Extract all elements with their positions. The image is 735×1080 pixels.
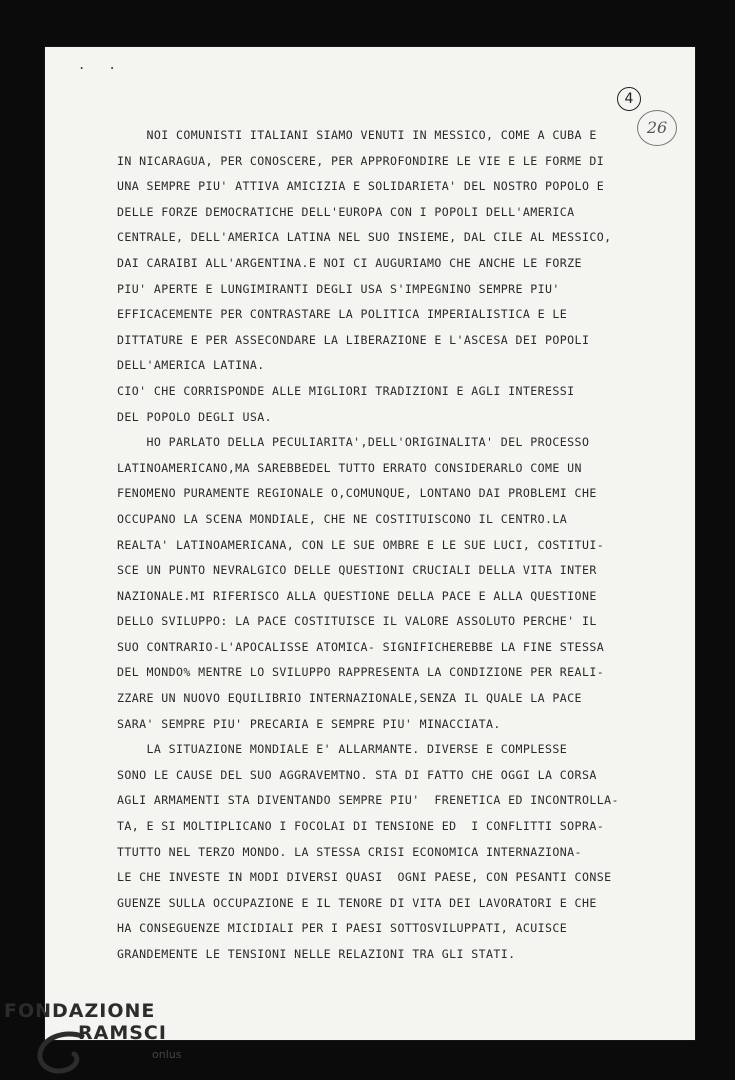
text-line: DELL'AMERICA LATINA. [117,358,265,373]
text-line: SARA' SEMPRE PIU' PRECARIA E SEMPRE PIU' MINACCIATA. [117,716,501,731]
text-line: LA SITUAZIONE MONDIALE E' ALLARMANTE. DIVERSE E COMPLESSE [117,742,568,757]
text-line: EFFICACEMENTE PER CONTRASTARE LA POLITICA IMPERIALISTICA E LE [117,307,568,322]
text-line: SCE UN PUNTO NEVRALGICO DELLE QUESTIONI CRUCIALI DELLA VITA INTER [117,563,597,578]
text-line: CIO' CHE CORRISPONDE ALLE MIGLIORI TRADIZIONI E AGLI INTERESSI [117,383,575,398]
text-line: IN NICARAGUA, PER CONOSCERE, PER APPROFONDIRE LE VIE E LE FORME DI [117,153,605,168]
text-line: SUO CONTRARIO-L'APOCALISSE ATOMICA- SIGNIFICHEREBBE LA FINE STESSA [117,639,605,654]
text-line: NAZIONALE.MI RIFERISCO ALLA QUESTIONE DELLA PACE E ALLA QUESTIONE [117,588,597,603]
text-line: SONO LE CAUSE DEL SUO AGGRAVEMTNO. STA DI FATTO CHE OGGI LA CORSA [117,767,597,782]
text-line: TTUTTO NEL TERZO MONDO. LA STESSA CRISI ECONOMICA INTERNAZIONA- [117,844,582,859]
text-line: TA, E SI MOLTIPLICANO I FOCOLAI DI TENSIONE ED I CONFLITTI SOPRA- [117,819,605,834]
text-line: DITTATURE E PER ASSECONDARE LA LIBERAZIONE E L'ASCESA DEI POPOLI [117,332,590,347]
text-line: NOI COMUNISTI ITALIANI SIAMO VENUTI IN MESSICO, COME A CUBA E [117,128,597,142]
watermark-logo [4,1000,182,1061]
watermark-sub: onlus [152,1048,182,1061]
text-line: PIU' APERTE E LUNGIMIRANTI DEGLI USA S'IMPEGNINO SEMPRE PIU' [117,281,560,296]
text-line: DELLE FORZE DEMOCRATICHE DELL'EUROPA CON I POPOLI DELL'AMERICA [117,204,575,219]
text-line: CENTRALE, DELL'AMERICA LATINA NEL SUO INSIEME, DAL CILE AL MESSICO, [117,230,612,245]
text-line: HO PARLATO DELLA PECULIARITA',DELL'ORIGINALITA' DEL PROCESSO [117,435,590,450]
text-line: DEL POPOLO DEGLI USA. [117,409,272,424]
text-line: FENOMENO PURAMENTE REGIONALE O,COMUNQUE, LONTANO DAI PROBLEMI CHE [117,486,597,501]
text-line: DEL MONDO% MENTRE LO SVILUPPO RAPPRESENTA LA CONDIZIONE PER REALI- [117,665,605,680]
watermark-line1: FONDAZIONE [4,1000,156,1022]
archive-number: 26 [637,110,677,146]
text-line: GRANDEMENTE LE TENSIONI NELLE RELAZIONI TRA GLI STATI. [117,947,516,961]
page-number: 4 [617,87,641,111]
text-line: ZZARE UN NUOVO EQUILIBRIO INTERNAZIONALE,SENZA IL QUALE LA PACE [117,691,582,706]
text-line: UNA SEMPRE PIU' ATTIVA AMICIZIA E SOLIDARIETA' DEL NOSTRO POPOLO E [117,179,605,194]
text-line: REALTA' LATINOAMERICANA, CON LE SUE OMBRE E LE SUE LUCI, COSTITUI- [117,537,605,552]
text-line: DAI CARAIBI ALL'ARGENTINA.E NOI CI AUGURIAMO CHE ANCHE LE FORZE [117,255,582,270]
text-line: AGLI ARMAMENTI STA DIVENTANDO SEMPRE PIU' FRENETICA ED INCONTROLLA- [117,793,619,808]
watermark-line2: RAMSCI [78,1022,167,1044]
text-line: GUENZE SULLA OCCUPAZIONE E IL TENORE DI VITA DEI LAVORATORI E CHE [117,895,597,910]
typed-text-body [117,123,647,968]
text-line: DELLO SVILUPPO: LA PACE COSTITUISCE IL VALORE ASSOLUTO PERCHE' IL [117,614,597,629]
text-line: HA CONSEGUENZE MICIDIALI PER I PAESI SOTTOSVILUPPATI, ACUISCE [117,921,568,936]
text-line: LE CHE INVESTE IN MODI DIVERSI QUASI OGNI PAESE, CON PESANTI CONSE [117,870,612,885]
swirl-icon [34,1028,94,1076]
text-line: OCCUPANO LA SCENA MONDIALE, CHE NE COSTITUISCONO IL CENTRO.LA [117,511,568,526]
text-line: LATINOAMERICANO,MA SAREBBEDEL TUTTO ERRATO CONSIDERARLO COME UN [117,460,582,475]
page-marks: . . [78,58,124,72]
